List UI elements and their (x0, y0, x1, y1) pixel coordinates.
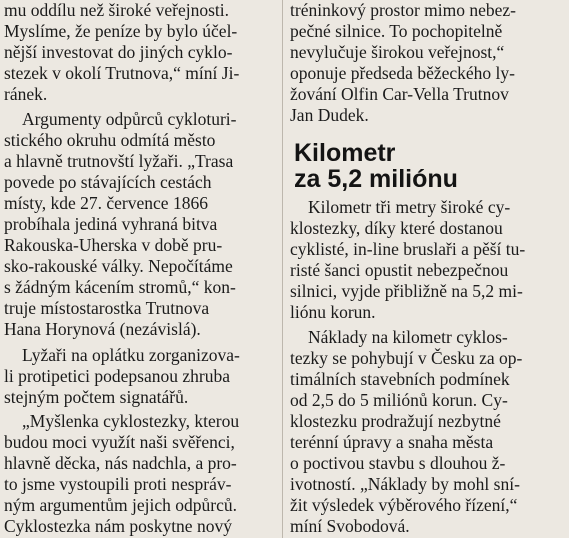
text-line: klostezku prodražují nezbytné (290, 411, 501, 431)
text-line: mu oddílu než široké veřejnosti. (4, 0, 230, 20)
text-line: tréninkový prostor mimo nebez- (290, 0, 516, 20)
text-line: stezek v okolí Trutnova,“ míní Ji- (4, 63, 240, 83)
text-line: žování Olfin Car-Vella Trutnov (290, 84, 509, 104)
text-line: od 2,5 do 5 miliónů korun. Cy- (290, 390, 508, 410)
text-line: Lyžaři na oplátku zorganizova- (22, 345, 240, 365)
text-line: Náklady na kilometr cyklos- (308, 327, 508, 347)
text-line: hlavně děcka, nás nadchla, a pro- (4, 453, 237, 473)
text-line: žit výsledek výběrového řízení,“ (290, 495, 518, 515)
text-line: to jsme vystoupili proti nespráv- (4, 474, 232, 494)
text-line: oponuje předseda běžeckého ly- (290, 63, 515, 83)
text-line: míní Svobodová. (290, 516, 410, 536)
text-line: s žádným kácením stromů,“ kon- (4, 277, 236, 297)
text-line: a hlavně trutnovští lyžaři. „Trasa (4, 151, 234, 171)
text-line: Rakouska-Uherska v době pru- (4, 235, 223, 255)
text-line: nevylučuje širokou veřejnost,“ (290, 42, 505, 62)
text-line: povede po stávajících cestách (4, 172, 212, 192)
text-line: silnici, vyjde přibližně na 5,2 mi- (290, 281, 523, 301)
text-line: tezky se pohybují v Česku za op- (290, 348, 523, 368)
text-line: ránek. (4, 84, 48, 104)
text-line: terénní úpravy a snaha města (290, 432, 494, 452)
text-line: li protipetici podepsanou zhruba (4, 366, 230, 386)
text-line: Argumenty odpůrců cykloturi- (22, 109, 237, 129)
text-line: cyklisté, in-line bruslaři a pěší tu- (290, 239, 526, 259)
text-line: Cyklostezka nám poskytne nový (4, 516, 232, 536)
text-line: Kilometr tři metry široké cy- (308, 197, 511, 217)
column-divider (282, 0, 283, 538)
text-line: truje místostarostka Trutnova (4, 298, 210, 318)
text-line: risté šanci opustit nebezpečnou (290, 260, 509, 280)
text-line: stejným počtem signatářů. (4, 387, 189, 407)
text-line: sko-rakouské války. Nepočítáme (4, 256, 233, 276)
text-line: probíhala jediná vyhraná bitva (4, 214, 218, 234)
text-line: timálních stavebních podmínek (290, 369, 510, 389)
text-line: Jan Dudek. (290, 105, 369, 125)
text-line: liónu korun. (290, 302, 376, 322)
text-line: pečné silnice. To pochopitelně (290, 21, 503, 41)
text-line: stického okruhu odmítá město (4, 130, 216, 150)
text-line: Myslíme, že peníze by bylo účel- (4, 21, 238, 41)
text-line: „Myšlenka cyklostezky, kterou (22, 411, 240, 431)
text-line: ivotností. „Náklady by mohl sní- (290, 474, 520, 494)
text-line: místy, kde 27. července 1866 (4, 193, 208, 213)
subheading-line-1: Kilometr (294, 139, 396, 167)
subheading-line-2: za 5,2 miliónu (294, 165, 458, 193)
text-line: o poctivou stavbu s dlouhou ž- (290, 453, 506, 473)
text-line: ným argumentům jejich odpůrců. (4, 495, 237, 515)
text-line: nější investovat do jiných cyklo- (4, 42, 233, 62)
text-line: budou moci využít naši svěřenci, (4, 432, 235, 452)
text-line: Hana Horynová (nezávislá). (4, 319, 201, 339)
text-line: klostezky, díky které dostanou (290, 218, 503, 238)
